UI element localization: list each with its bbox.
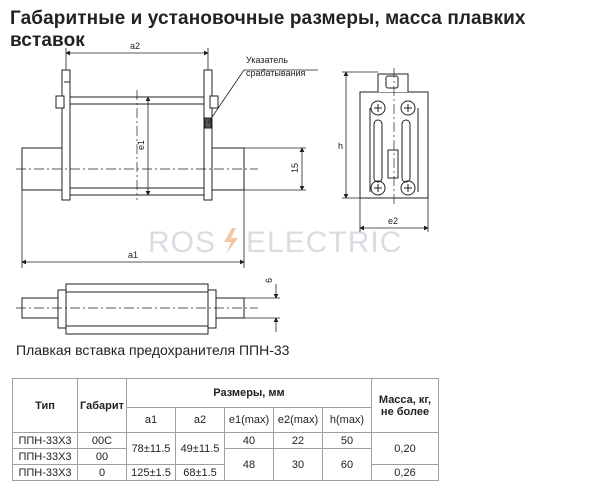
label-e1: e1 [136, 139, 146, 150]
dim-a2 [66, 48, 208, 70]
watermark-right: ELECTRIC [246, 226, 403, 259]
watermark [148, 226, 402, 259]
label-h: h [338, 141, 344, 151]
header-mass: Масса, кг, не более [372, 379, 439, 433]
indicator-label-1: Указатель [246, 55, 288, 65]
header-a1: a1 [127, 408, 176, 433]
front-view [16, 70, 258, 200]
cell-e2: 30 [274, 449, 323, 481]
lightning-logo-icon [224, 228, 238, 254]
page-title: Габаритные и установочные размеры, масса плавких вставок [10, 8, 526, 51]
cell-type: ППН-33Х3 [13, 465, 78, 481]
watermark-left: ROS [148, 226, 217, 259]
top-view [16, 284, 258, 334]
header-h: h(max) [323, 408, 372, 433]
cell-gabarit: 00С [78, 433, 127, 449]
cell-a1: 78±11.5 [127, 433, 176, 465]
header-a2: a2 [176, 408, 225, 433]
header-e2: e2(max) [274, 408, 323, 433]
label-a1: a1 [128, 250, 139, 260]
figure-caption: Плавкая вставка предохранителя ППН-33 [16, 342, 290, 358]
cell-type: ППН-33Х3 [13, 449, 78, 465]
cell-mass: 0,20 [372, 433, 439, 465]
label-e2: e2 [388, 216, 399, 226]
cell-h: 60 [323, 449, 372, 481]
cell-e1: 40 [225, 433, 274, 449]
header-type: Тип [13, 379, 78, 433]
cell-a2: 68±1.5 [176, 465, 225, 481]
cell-a1: 125±1.5 [127, 465, 176, 481]
cell-type: ППН-33Х3 [13, 433, 78, 449]
cell-mass: 0,26 [372, 465, 439, 481]
cell-gabarit: 00 [78, 449, 127, 465]
cell-e2: 22 [274, 433, 323, 449]
cell-gabarit: 0 [78, 465, 127, 481]
table-row [13, 433, 439, 449]
header-e1: e1(max) [225, 408, 274, 433]
side-view [360, 68, 428, 206]
header-gabarit: Габарит [78, 379, 127, 433]
header-sizes: Размеры, мм [127, 379, 372, 408]
spec-table [12, 378, 439, 481]
dim-6 [244, 284, 280, 332]
indicator-label-2: срабатывания [246, 68, 306, 78]
cell-e1: 48 [225, 449, 274, 481]
cell-a2: 49±11.5 [176, 433, 225, 465]
label-a2: a2 [130, 41, 141, 51]
label-6: 6 [264, 277, 274, 283]
cell-h: 50 [323, 433, 372, 449]
label-15: 15 [290, 162, 300, 173]
